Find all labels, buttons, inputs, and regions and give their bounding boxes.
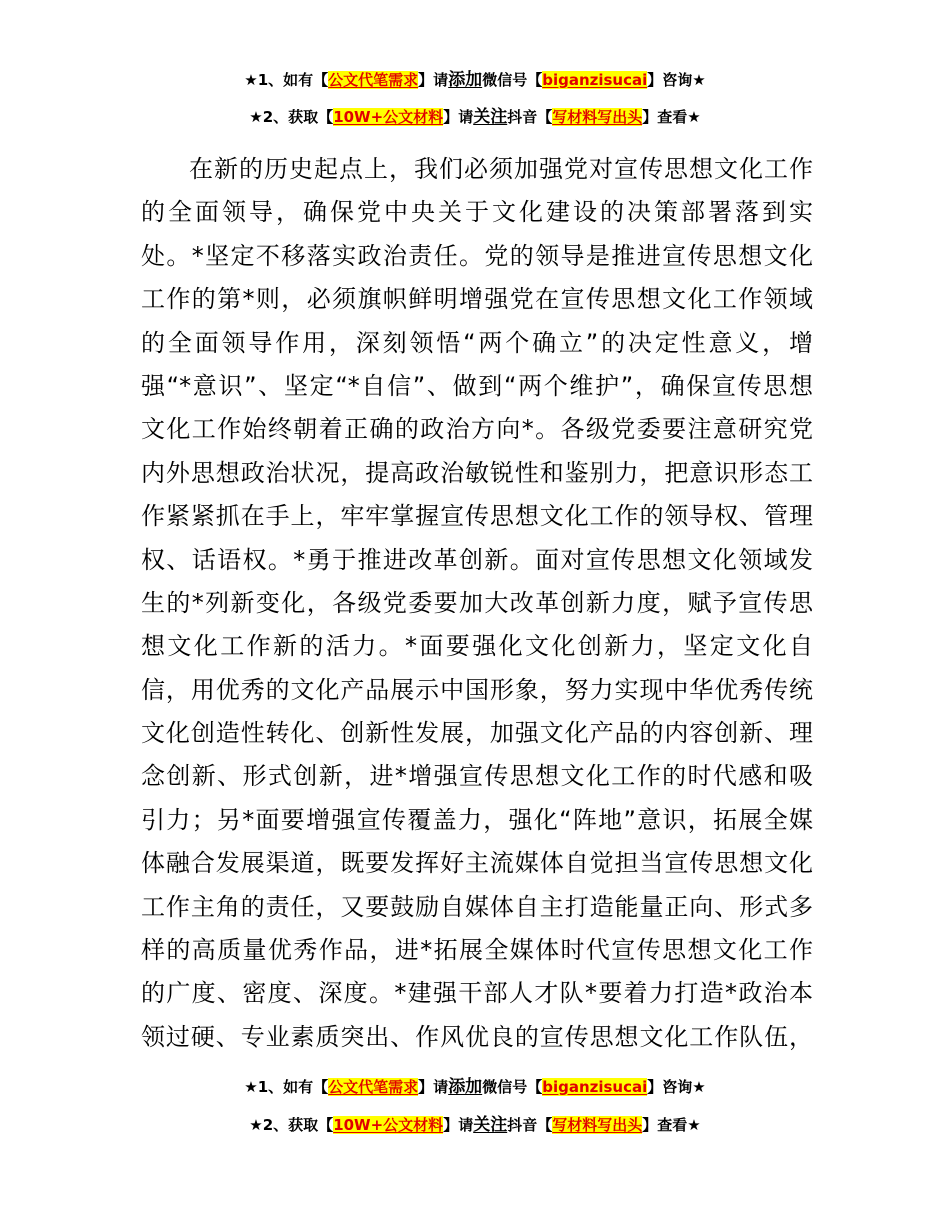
promo-highlight: 10W+公文材料 (333, 1116, 444, 1134)
footer-promo-line-1 (0, 1077, 950, 1097)
body-line: 样的高质量优秀作品，进*拓展全媒体时代宣传思想文化工作 (141, 936, 813, 965)
promo-emphasis: 添加 (448, 70, 483, 90)
promo-prefix: ★2、获取【 (249, 108, 334, 126)
promo-highlight: 公文代笔需求 (328, 71, 419, 89)
body-paragraph (141, 148, 813, 1059)
body-line: 处。*坚定不移落实政治责任。党的领导是推进宣传思想文化 (141, 241, 813, 270)
body-line: 工作的第*则，必须旗帜鲜明增强党在宣传思想文化工作领域 (141, 285, 813, 314)
promo-emphasis: 关注 (473, 107, 508, 127)
promo-prefix: ★1、如有【 (244, 1078, 329, 1096)
promo-mid: 微信号【 (482, 71, 543, 89)
header-promo-line-2 (0, 107, 950, 127)
body-line: 生的*列新变化，各级党委要加大改革创新力度，赋予宣传思 (141, 588, 813, 617)
body-line: 引力；另*面要增强宣传覆盖力，强化“阵地”意识，拓展全媒 (141, 805, 813, 834)
body-line: 信，用优秀的文化产品展示中国形象，努力实现中华优秀传统 (141, 675, 813, 704)
body-line: 内外思想政治状况，提高政治敏锐性和鉴别力，把意识形态工 (141, 458, 813, 487)
promo-suffix: 】咨询★ (647, 1078, 706, 1096)
promo-prefix: ★2、获取【 (249, 1116, 334, 1134)
promo-douyin-id: 写材料写出头 (552, 1116, 643, 1134)
promo-highlight: 公文代笔需求 (328, 1078, 419, 1096)
promo-mid: 】请 (443, 1116, 474, 1134)
body-line: 的全面领导作用，深刻领悟“两个确立”的决定性意义，增 (141, 328, 813, 357)
promo-suffix: 】咨询★ (647, 71, 706, 89)
body-line: 的全面领导，确保党中央关于文化建设的决策部署落到实 (141, 198, 813, 227)
body-line: 想文化工作新的活力。*面要强化文化创新力，坚定文化自 (141, 632, 813, 661)
promo-mid: 微信号【 (482, 1078, 543, 1096)
promo-emphasis: 关注 (473, 1115, 508, 1135)
body-line: 体融合发展渠道，既要发挥好主流媒体自觉担当宣传思想文化 (141, 849, 813, 878)
promo-wechat-id: biganzisucai (542, 1078, 648, 1096)
promo-mid: 】请 (418, 1078, 449, 1096)
body-line: 文化创造性转化、创新性发展，加强文化产品的内容创新、理 (141, 719, 813, 748)
footer-promo-line-2 (0, 1115, 950, 1135)
body-line: 作紧紧抓在手上，牢牢掌握宣传思想文化工作的领导权、管理 (141, 502, 813, 531)
promo-mid: 抖音【 (507, 1116, 553, 1134)
body-line: 的广度、密度、深度。*建强干部人才队*要着力打造*政治本 (141, 979, 813, 1008)
promo-mid: 】请 (418, 71, 449, 89)
body-line: 在新的历史起点上，我们必须加强党对宣传思想文化工作 (189, 155, 813, 183)
promo-suffix: 】查看★ (642, 108, 701, 126)
body-line: 权、话语权。*勇于推进改革创新。面对宣传思想文化领域发 (141, 545, 813, 574)
promo-wechat-id: biganzisucai (542, 71, 648, 89)
body-line: 领过硬、专业素质突出、作风优良的宣传思想文化工作队伍， (141, 1022, 813, 1051)
promo-douyin-id: 写材料写出头 (552, 108, 643, 126)
body-line: 工作主角的责任，又要鼓励自媒体自主打造能量正向、形式多 (141, 892, 813, 921)
header-promo-line-1 (0, 70, 950, 90)
promo-mid: 】请 (443, 108, 474, 126)
body-line: 强“*意识”、坚定“*自信”、做到“两个维护”，确保宣传思想 (141, 371, 813, 400)
body-line: 文化工作始终朝着正确的政治方向*。各级党委要注意研究党 (141, 415, 813, 444)
promo-highlight: 10W+公文材料 (333, 108, 444, 126)
promo-suffix: 】查看★ (642, 1116, 701, 1134)
body-line: 念创新、形式创新，进*增强宣传思想文化工作的时代感和吸 (141, 762, 813, 791)
promo-emphasis: 添加 (448, 1077, 483, 1097)
promo-mid: 抖音【 (507, 108, 553, 126)
promo-prefix: ★1、如有【 (244, 71, 329, 89)
